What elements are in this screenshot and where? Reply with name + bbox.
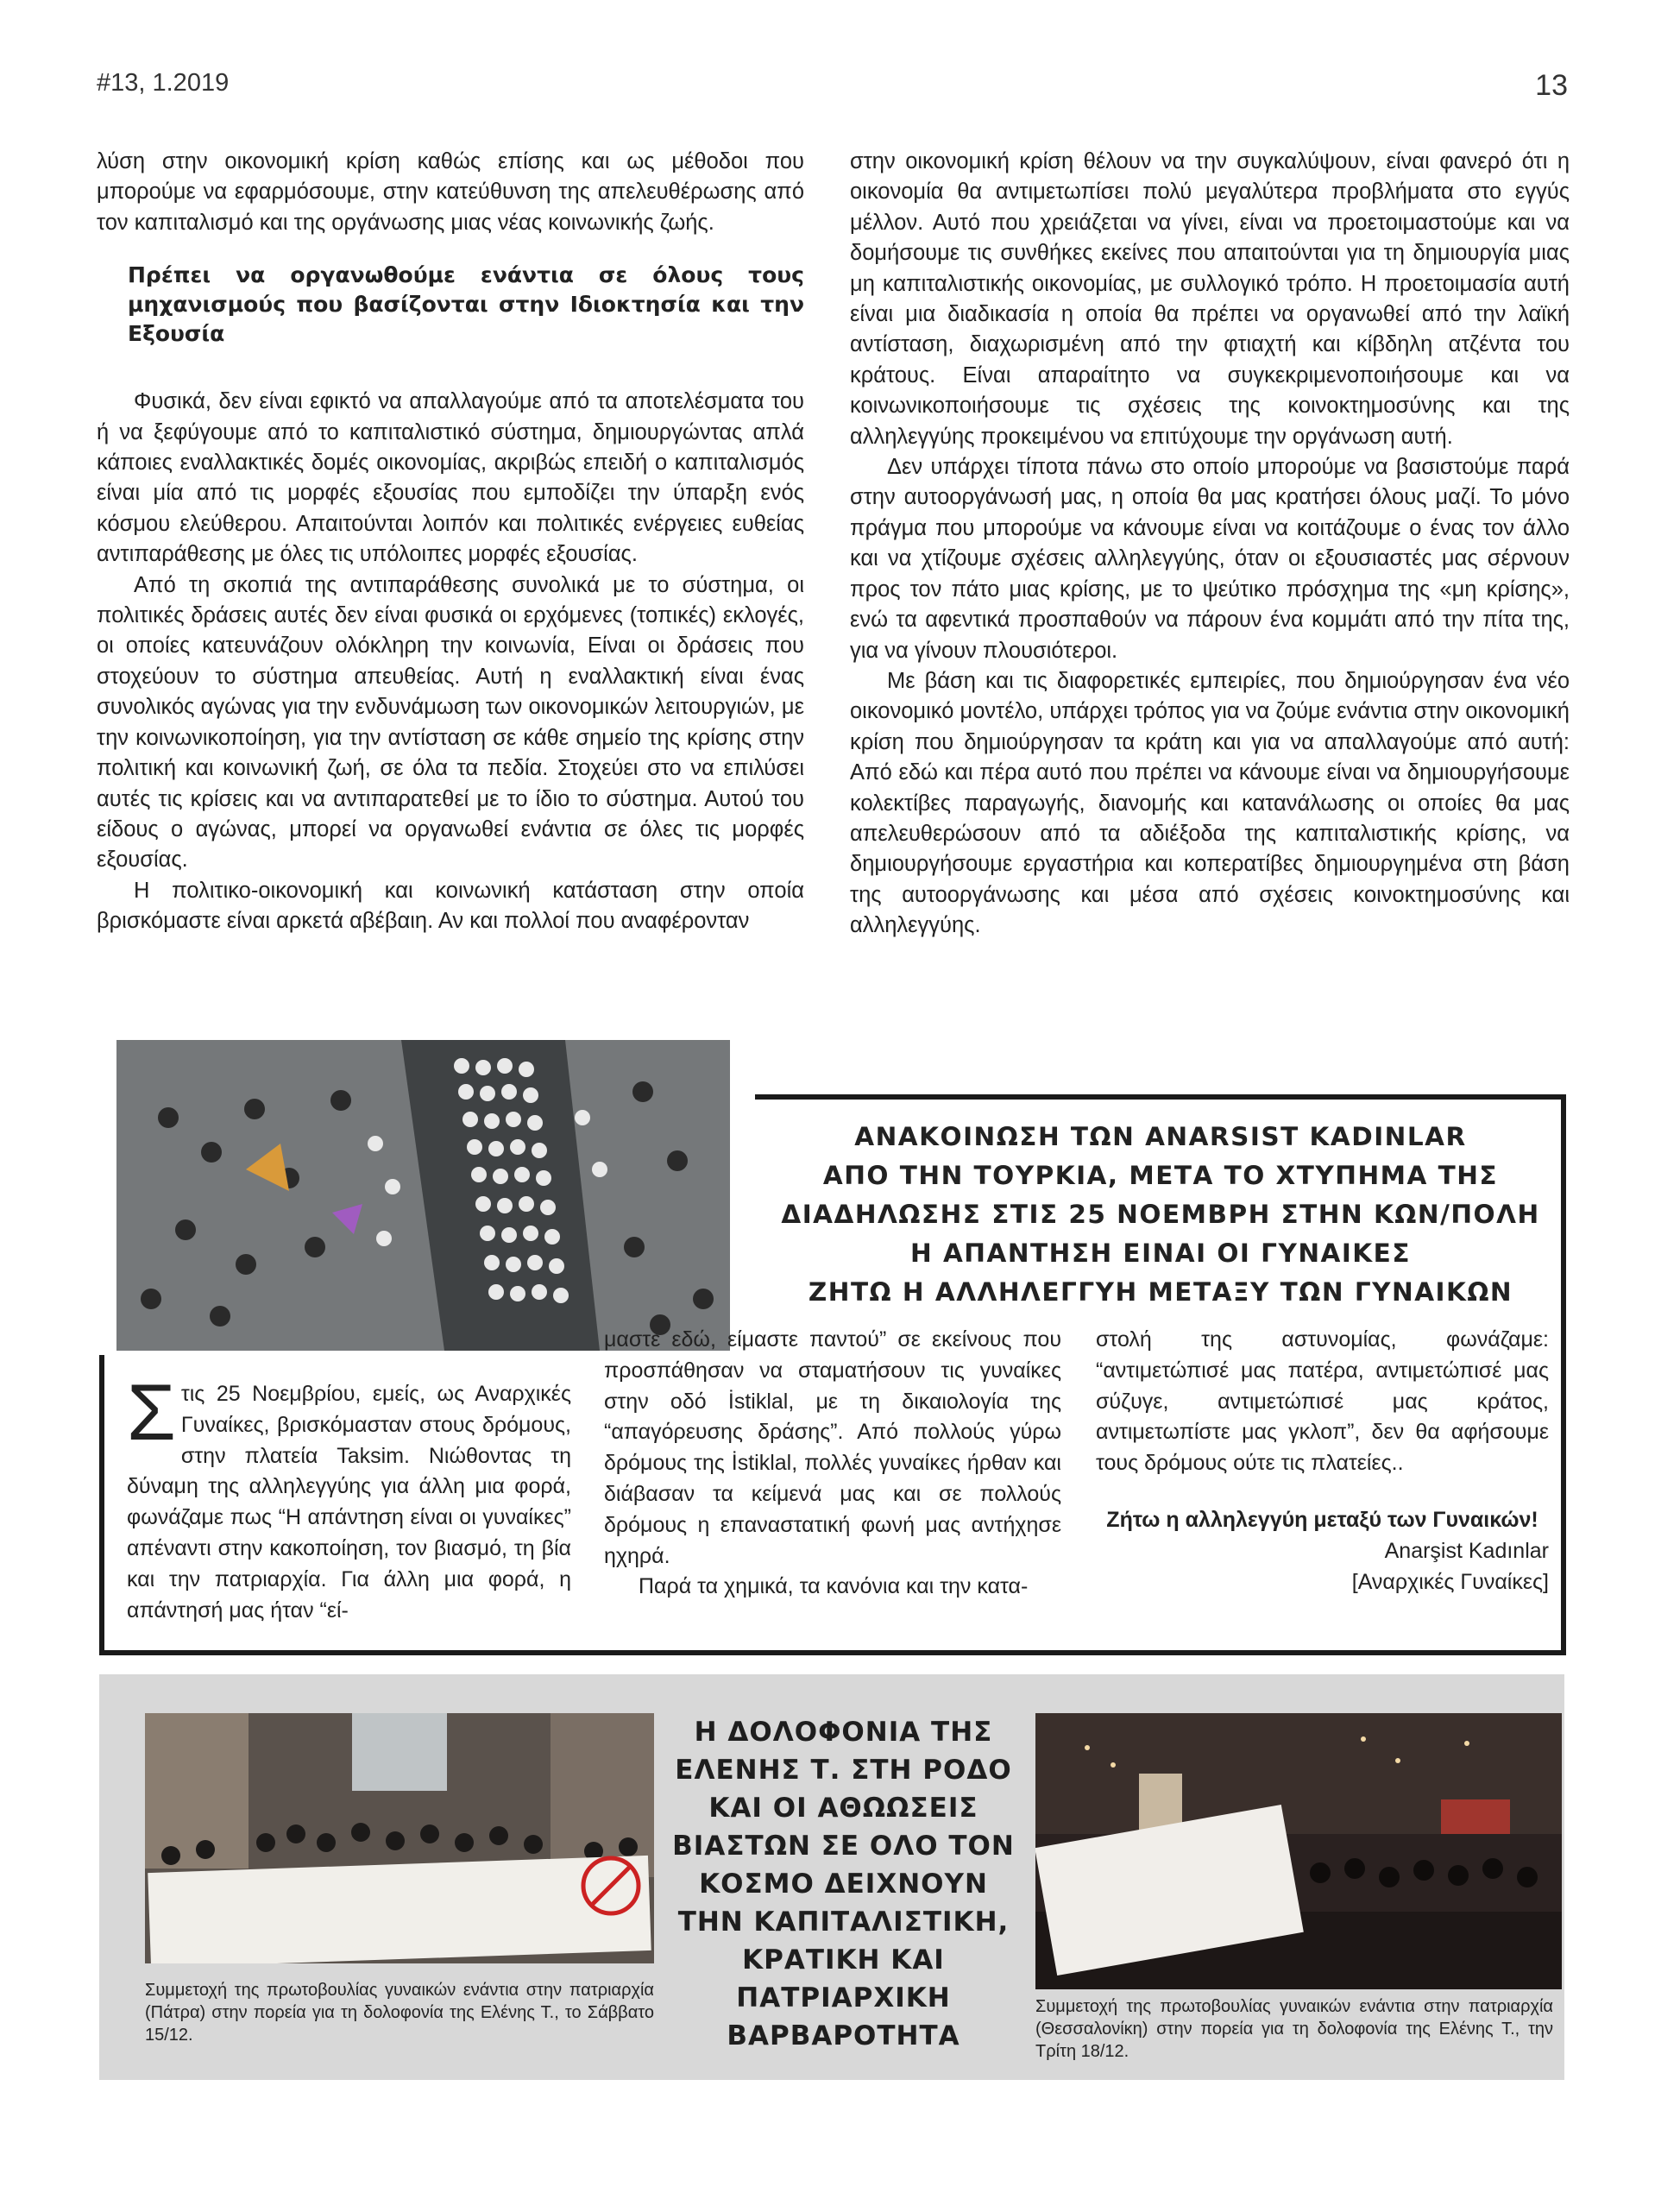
- bottom-title-line: ΚΟΣΜΟ ΔΕΙΧΝΟΥΝ: [699, 1869, 988, 1900]
- announcement-title: [764, 1118, 1557, 1312]
- thessaloniki-march-photo-graphic: [1035, 1713, 1562, 1989]
- announcement-text: τις 25 Νοεμβρίου, εμείς, ως Αναρχικές Γυναίκες, βρισκόμασταν στους δρόμους, στην πλατεία Taksim. Νιώθοντας τη δύναμη της αλληλεγγύης για άλλη μια φορά, φωνάζαμε πως “Η απάντηση είναι οι γυναίκες” απέναντι στην κακοποίηση, τον βιασμό, τη βία και την πατριαρχία. Για άλλη μια φορά, η απάντησή μας ήταν “εί-: [127, 1382, 571, 1623]
- patra-photo-caption: Συμμετοχή της πρωτοβουλίας γυναικών ενάντια στην πατριαρχία (Πάτρα) στην πορεία για τη δολοφονία της Ελένης Τ., το Σάββατο 15/12.: [145, 1981, 654, 2045]
- article-paragraph: στην οικονομική κρίση θέλουν να την συγκαλύψουν, είναι φανερό ότι η οικονομία θα αντιμετωπίσει πολύ μεγαλύτερα προβλήματα στο εγγύς μέλλον. Αυτό που χρειάζεται να γίνει, είναι να προετοιμαστούμε και να δομήσουμε τις συνθήκες εκείνες που απαιτούνται για τη δημιουργία μιας μη καπιταλιστικής οικονομίας, με συλλογικό τρόπο. Η προετοιμασία αυτή είναι μια διαδικασία η οποία θα πρέπει να οργανωθεί από την λαϊκή αντίσταση, διαχωρισμένη από την φτιαχτή και κίβδηλη ατζέντα του κράτους. Είναι απαραίτητο να συγκεκριμενοποιήσουμε και να κοινωνικοποιήσουμε τις σχέσεις της κοινοκτημοσύνης και της αλληλεγγύης προκειμένου να επιτύχουμε την οργάνωση αυτή.: [850, 149, 1570, 449]
- article-paragraph: Από τη σκοπιά της αντιπαράθεσης συνολικά με το σύστημα, οι πολιτικές δράσεις αυτές δεν είναι φυσικά οι ερχόμενες (τοπικές) εκλογές, οι οποίες κατευνάζουν ολόκληρη την κοινωνία, Είναι οι δράσεις που στοχεύουν το σύστημα απευθείας. Αυτή η εναλλακτική είναι ένας συνολικός αγώνας για την ενδυνάμωση των οικονομικών λειτουργιών, με την κοινωνικοποίηση, για την αντίσταση σε κάθε σημείο της κρίσης στην πολιτική και κοινωνική ζωή, σε όλα τα πεδία. Στοχεύει στο να επιλύσει αυτές τις κρίσεις και να αντιπαρατεθεί με το ίδιο το σύστημα. Αυτού του είδους ο αγώνας, μπορεί να οργανωθεί ενάντια σε όλες τις μορφές εξουσίας.: [97, 572, 804, 873]
- bottom-title-line: Η ΔΟΛΟΦΟΝΙΑ ΤΗΣ: [694, 1717, 993, 1748]
- protest-police-photo: [116, 1040, 730, 1351]
- bottom-title-line: ΚΡΑΤΙΚΗ ΚΑΙ: [742, 1944, 945, 1976]
- bottom-title-line: ΤΗΝ ΚΑΠΙΤΑΛΙΣΤΙΚΗ,: [677, 1906, 1010, 1938]
- article-subheading: Πρέπει να οργανωθούμε ενάντια σε όλους τους μηχανισμούς που βασίζονται στην Ιδιοκτησία και την Εξουσία: [128, 262, 804, 347]
- article-left-column: [97, 147, 804, 937]
- thessaloniki-march-photo: [1035, 1713, 1562, 1989]
- article-paragraph: Φυσικά, δεν είναι εφικτό να απαλλαγούμε από τα αποτελέσματα του ή να ξεφύγουμε από το καπιταλιστικό σύστημα, δημιουργώντας απλά κάποιες εναλλακτικές δομές οικονομίας, ακριβώς επειδή ο καπιταλισμός είναι μία από τις μορφές εξουσίας που εμποδίζει την ύπαρξη ενός κόσμου ελεύθερου. Απαιτούνται λοιπόν και πολιτικές ενέργειες ευθείας αντιπαράθεσης με όλες τις υπόλοιπες μορφές εξουσίας.: [97, 389, 804, 567]
- patra-march-photo-graphic: [145, 1713, 654, 1963]
- announcement-signature-translation: [Αναρχικές Γυναίκες]: [1351, 1569, 1549, 1594]
- announcement-title-line: Η ΑΠΑΝΤΗΣΗ ΕΙΝΑΙ ΟΙ ΓΥΝΑΙΚΕΣ: [910, 1238, 1411, 1268]
- announcement-frame-left: [99, 1355, 104, 1655]
- announcement-column-2: [604, 1325, 1061, 1603]
- announcement-signature: Anarşist Kadınlar: [1384, 1538, 1549, 1563]
- patra-march-photo: [145, 1713, 654, 1963]
- announcement-text: στολή της αστυνομίας, φωνάζαμε: “αντιμετώπισέ μας πατέρα, αντιμετώπισέ μας σύζυγε, αντιμετώπισέ μας κράτος, αντιμετωπίστε μας γκλοπ”, δεν θα αφήσουμε τους δρόμους ούτε τις πλατείες..: [1096, 1327, 1549, 1476]
- article-paragraph: Με βάση και τις διαφορετικές εμπειρίες, που δημιούργησαν ένα νέο οικονομικό μοντέλο, υπάρχει τρόπος για να ζούμε ενάντια στην οικονομική κρίση που δημιούργησαν τα κράτη και για να απαλλαγούμε από αυτή: Από εδώ και πέρα αυτό που πρέπει να κάνουμε είναι να δημιουργήσουμε κολεκτίβες παραγωγής, διανομής και κατανάλωσης οι οποίες θα μας απελευθερώσουν από τα αδιέξοδα της καπιταλιστικής κρίσης, να δημιουργήσουμε εργαστήρια και κοπερατίβες δημιουργημένα στη βάση της αυτοοργάνωσης και μέσα από σχέσεις κοινοκτημοσύνης και αλληλεγγύης.: [850, 668, 1570, 938]
- bottom-title-line: ΒΙΑΣΤΩΝ ΣΕ ΟΛΟ ΤΟΝ: [672, 1831, 1015, 1862]
- issue-label: #13, 1.2019: [97, 69, 230, 97]
- article-right-column: [850, 147, 1570, 942]
- article-paragraph: Η πολιτικο-οικονομική και κοινωνική κατάσταση στην οποία βρισκόμαστε είναι αρκετά αβέβαιη. Αν και πολλοί που αναφέρονταν: [97, 878, 804, 934]
- bottom-title-line: ΚΑΙ ΟΙ ΑΘΩΩΣΕΙΣ: [708, 1793, 978, 1824]
- article-paragraph: λύση στην οικονομική κρίση καθώς επίσης και ως μέθοδοι που μπορούμε να εφαρμόσουμε, στην κατεύθυνση της απελευθέρωσης από τον καπιταλισμό και της οργάνωσης μιας νέας κοινωνικής ζωής.: [97, 149, 804, 235]
- article-paragraph: Δεν υπάρχει τίποτα πάνω στο οποίο μπορούμε να βασιστούμε παρά στην αυτοοργάνωσή μας, η οποία θα μας κρατήσει όλους μαζί. Το μόνο πράγμα που μπορούμε να κάνουμε είναι να κοιτάζουμε ο ένας τον άλλο και να χτίζουμε σχέσεις αλληλεγγύης, όταν οι εξουσιαστές μας σέρνουν προς τον πάτο μιας κρίσης, με το ψεύτικο πρόσχημα της «μη κρίσης», ενώ τα αφεντικά προσπαθούν να πάρουν ένα κομμάτι από την πίτα της, για να γίνουν πλουσιότεροι.: [850, 455, 1570, 663]
- announcement-closing: Ζήτω η αλληλεγγύη μεταξύ των Γυναικών!: [1106, 1507, 1538, 1532]
- bottom-title-line: ΕΛΕΝΗΣ Τ. ΣΤΗ ΡΟΔΟ: [675, 1755, 1012, 1786]
- announcement-title-line: ΑΠΟ ΤΗΝ ΤΟΥΡΚΙΑ, ΜΕΤΑ ΤΟ ΧΤΥΠΗΜΑ ΤΗΣ: [822, 1161, 1499, 1190]
- bottom-box-title: [669, 1713, 1018, 2055]
- announcement-title-line: ΖΗΤΩ Η ΑΛΛΗΛΕΓΓΥΗ ΜΕΤΑΞΥ ΤΩΝ ΓΥΝΑΙΚΩΝ: [808, 1277, 1513, 1307]
- announcement-title-line: ΔΙΑΔΗΛΩΣΗΣ ΣΤΙΣ 25 ΝΟΕΜΒΡΗ ΣΤΗΝ ΚΩΝ/ΠΟΛΗ: [781, 1200, 1540, 1229]
- announcement-title-line: ΑΝΑΚΟΙΝΩΣΗ ΤΩΝ ANARSIST KADINLAR: [854, 1122, 1467, 1151]
- thessaloniki-photo-caption: Συμμετοχή της πρωτοβουλίας γυναικών ενάντια στην πατριαρχία (Θεσσαλονίκη) στην πορεία για τη δολοφονία της Ελένης Τ., την Τρίτη 18/12.: [1035, 1997, 1553, 2061]
- dropcap: Σ: [127, 1369, 176, 1457]
- announcement-text: μαστε εδώ, είμαστε παντού” σε εκείνους που προσπάθησαν να σταματήσουν τις γυναίκες στην οδό İstiklal, με τη δικαιολογία της “απαγόρευσης δράσης”. Από πολλούς γύρω δρόμους της İstiklal, πολλές γυναίκες ήρθαν και διάβασαν τα κείμενά μας και σε πολλούς δρόμους η επαναστατική φωνή μας αντήχησε ηχηρά.: [604, 1327, 1061, 1568]
- bottom-title-line: ΒΑΡΒΑΡΟΤΗΤΑ: [727, 2020, 960, 2051]
- page-number: 13: [1535, 69, 1568, 102]
- announcement-column-3: [1096, 1325, 1549, 1598]
- bottom-title-line: ΠΑΤΡΙΑΡΧΙΚΗ: [736, 1982, 951, 2013]
- protest-police-photo-graphic: [116, 1040, 730, 1351]
- announcement-text: Παρά τα χημικά, τα κανόνια και την κατα-: [639, 1574, 1029, 1599]
- announcement-frame-top: [755, 1094, 1566, 1100]
- announcement-column-1: [127, 1369, 571, 1626]
